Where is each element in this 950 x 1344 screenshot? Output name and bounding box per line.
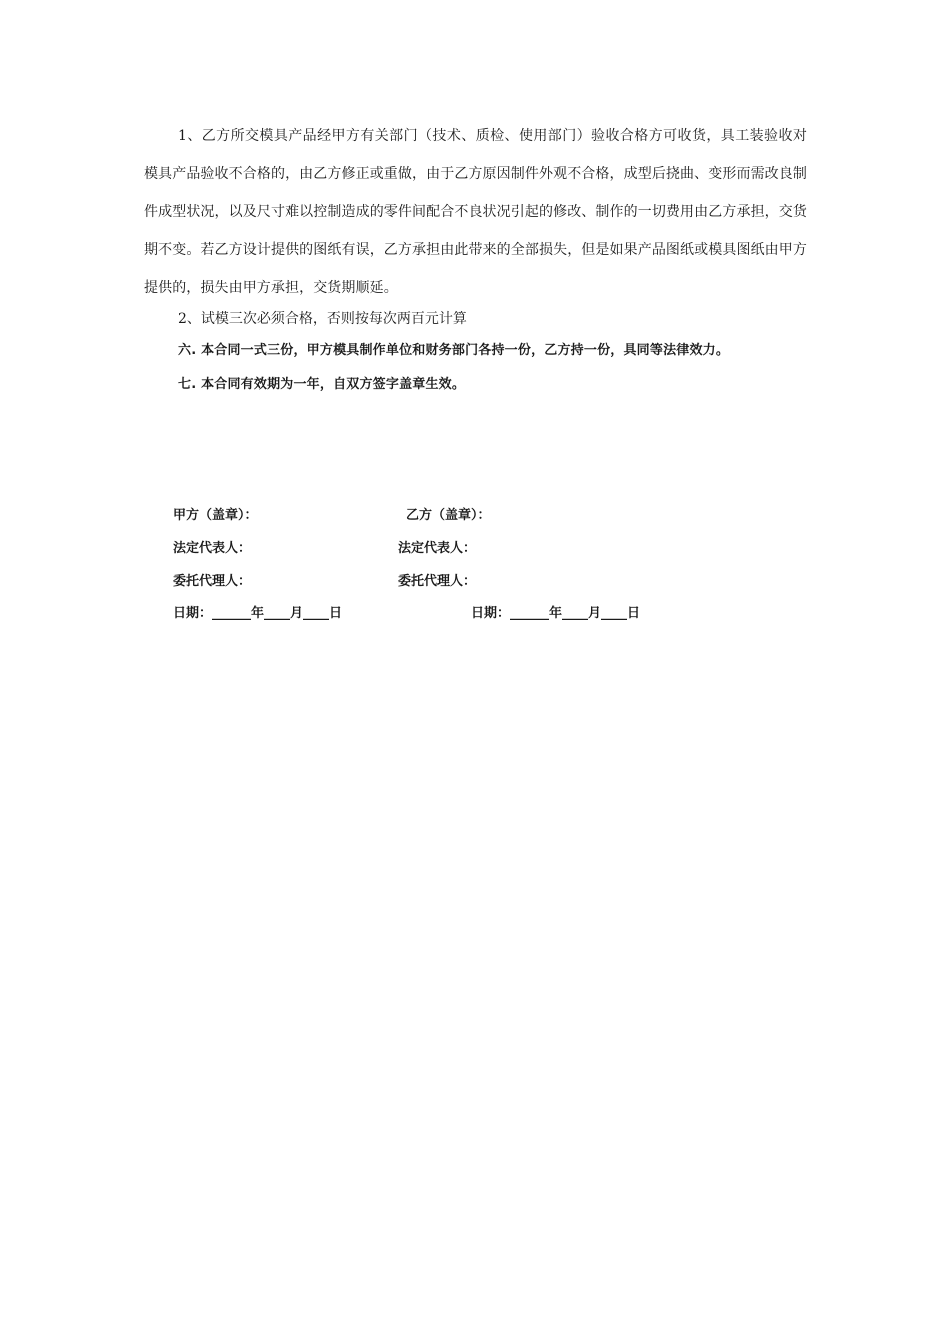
party-b-seal-label: 乙方（盖章）： xyxy=(406,508,491,523)
party-a-agent-label: 委托代理人： xyxy=(173,574,252,589)
clause-1-acceptance: 1、乙方所交模具产品经甲方有关部门（技术、质检、使用部门）验收合格方可收货，具工装验收对模具产品验收不合格的，由乙方修正或重做，由于乙方原因制件外观不合格，成型后挠曲、变形而需改良制件成型状况，以及尺寸难以控制造成的零件间配合不良状况引起的修改、制作的一切费用由乙方承担，交货期不变。若乙方设计提供的图纸有误，乙方承担由此带来的全部损失，但是如果产品图纸或模具图纸由甲方提供的，损失由甲方承担，交货期顺延。 xyxy=(144,128,807,296)
party-b-legal-rep-label: 法定代表人： xyxy=(398,541,477,556)
party-a-legal-rep-label: 法定代表人： xyxy=(173,541,252,556)
clause-6-copies: 六. 本合同一式三份，甲方模具制作单位和财务部门各持一份，乙方持一份，具同等法律效力。 xyxy=(178,343,730,358)
party-a-date-line: 日期：______年____月____日 xyxy=(173,606,343,621)
clause-2-trial-mold: 2、试模三次必须合格，否则按每次两百元计算 xyxy=(178,311,467,327)
party-b-agent-label: 委托代理人： xyxy=(398,574,477,589)
party-a-seal-label: 甲方（盖章）： xyxy=(173,508,258,523)
clause-7-validity: 七. 本合同有效期为一年，自双方签字盖章生效。 xyxy=(178,377,466,392)
party-b-date-line: 日期：______年____月____日 xyxy=(471,606,641,621)
